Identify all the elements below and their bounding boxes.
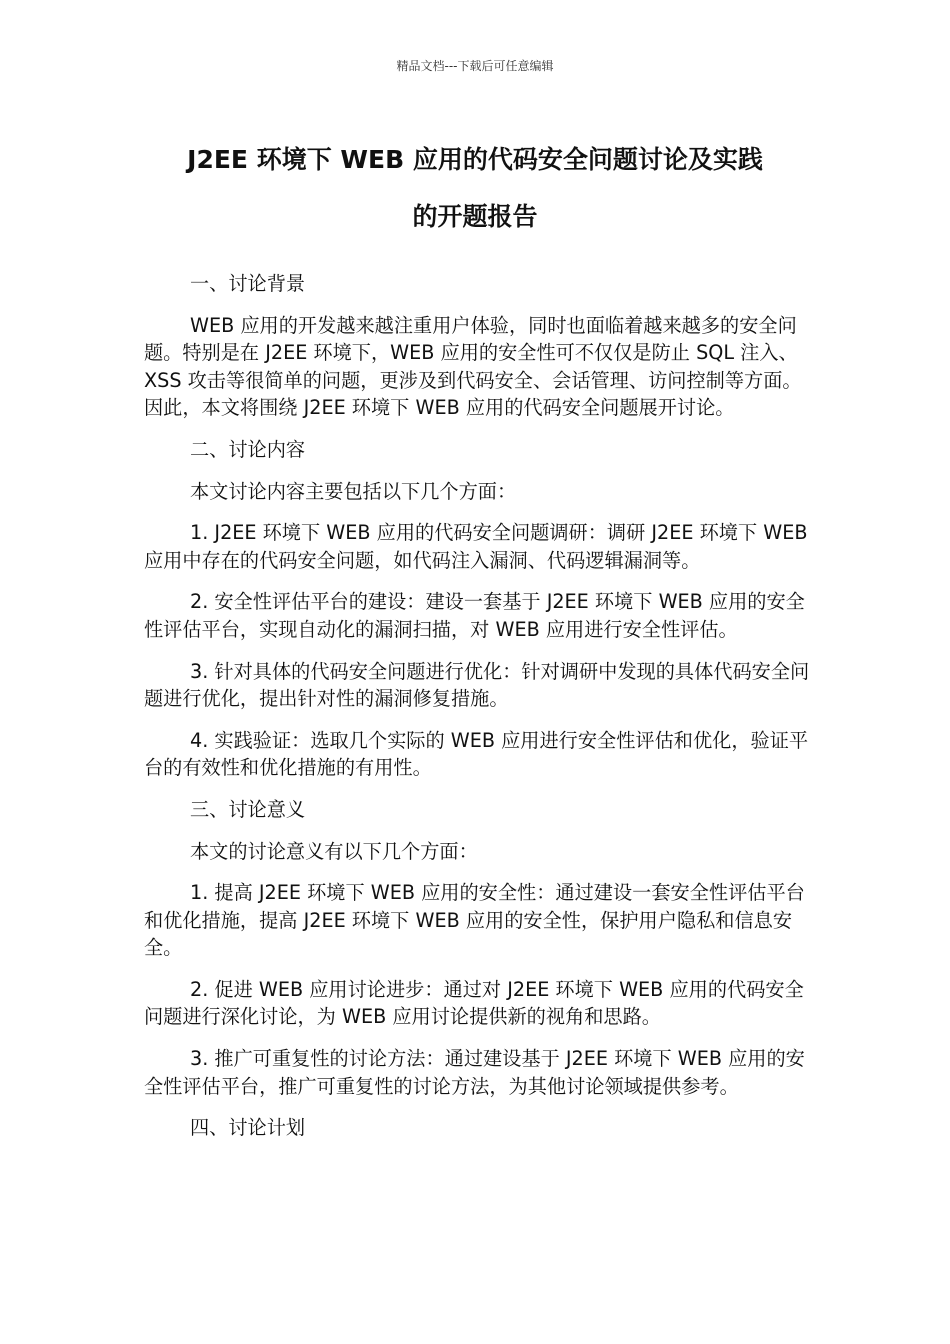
- significance-item-2: 2. 促进 WEB 应用讨论进步：通过对 J2EE 环境下 WEB 应用的代码安全问题进行深化讨论，为 WEB 应用讨论提供新的视角和思路。: [144, 977, 804, 1029]
- section-heading-content: 二、讨论内容: [190, 437, 306, 461]
- content-item-3: 3. 针对具体的代码安全问题进行优化：针对调研中发现的具体代码安全问题进行优化，提出针对性的漏洞修复措施。: [144, 659, 810, 711]
- section-heading-background: 一、讨论背景: [190, 272, 306, 295]
- significance-item-3: 3. 推广可重复性的讨论方法：通过建设基于 J2EE 环境下 WEB 应用的安全性评估平台，推广可重复性的讨论方法，为其他讨论领域提供参考。: [144, 1047, 805, 1098]
- significance-intro: 本文的讨论意义有以下几个方面：: [190, 839, 478, 863]
- section-heading-plan: 四、讨论计划: [190, 1116, 306, 1140]
- page-header-note: 精品文档---下载后可任意编辑: [396, 59, 554, 73]
- content-item-1: 1. J2EE 环境下 WEB 应用的代码安全问题调研：调研 J2EE 环境下 WEB 应用中存在的代码安全问题，如代码注入漏洞、代码逻辑漏洞等。: [144, 521, 808, 572]
- document-title-line-1: J2EE 环境下 WEB 应用的代码安全问题讨论及实践: [187, 145, 763, 174]
- significance-item-1: 1. 提高 J2EE 环境下 WEB 应用的安全性：通过建设一套安全性评估平台和优化措施，提高 J2EE 环境下 WEB 应用的安全性，保护用户隐私和信息安全。: [144, 881, 805, 960]
- background-paragraph: WEB 应用的开发越来越注重用户体验，同时也面临着越来越多的安全问题。特别是在 J2EE 环境下，WEB 应用的安全性可不仅仅是防止 SQL 注入、XSS 攻击等很简单的问题，更涉及到代码安全、会话管理、访问控制等方面。因此，本文将围绕 J2EE 环境下 WEB 应用的代码安全问题展开讨论。: [144, 313, 802, 420]
- content-intro: 本文讨论内容主要包括以下几个方面：: [190, 479, 517, 503]
- section-heading-significance: 三、讨论意义: [190, 797, 306, 821]
- document-title-line-2: 的开题报告: [412, 202, 538, 231]
- content-item-2: 2. 安全性评估平台的建设：建设一套基于 J2EE 环境下 WEB 应用的安全性评估平台，实现自动化的漏洞扫描，对 WEB 应用进行安全性评估。: [144, 590, 805, 641]
- content-item-4: 4. 实践验证：选取几个实际的 WEB 应用进行安全性评估和优化，验证平台的有效性和优化措施的有用性。: [144, 728, 809, 780]
- document-body: [144, 270, 810, 1156]
